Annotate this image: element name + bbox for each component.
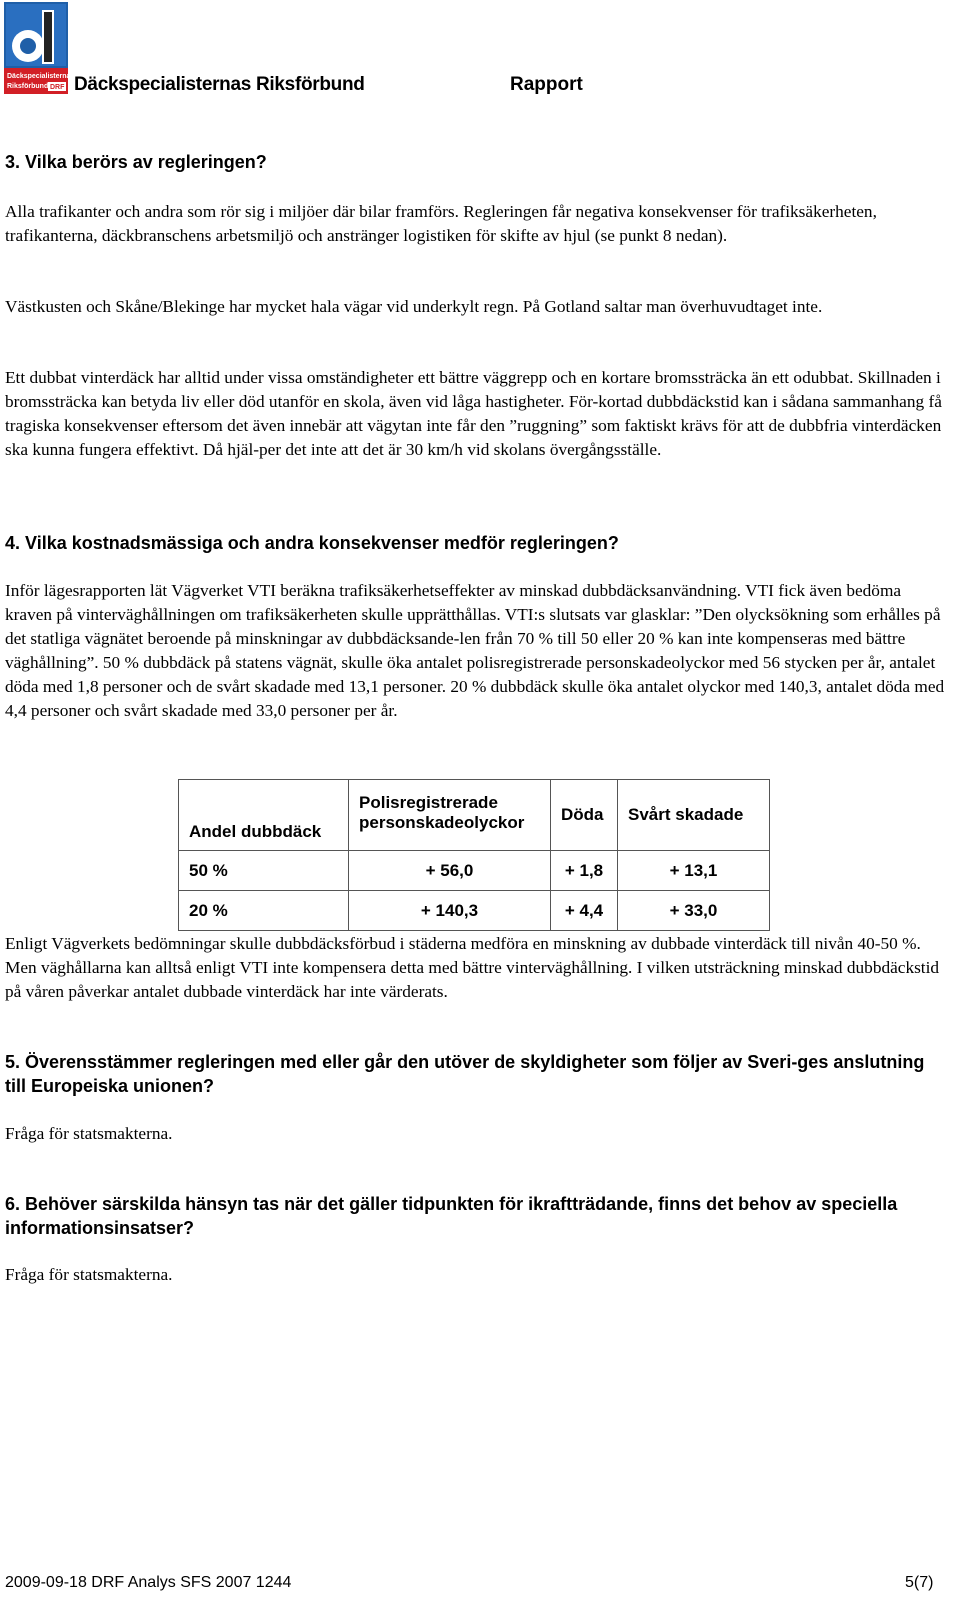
- table-header-cell: Döda: [551, 780, 618, 851]
- logo-text-line2: Riksförbund: [7, 83, 49, 90]
- page-number: 5(7): [905, 1574, 934, 1591]
- table-cell: + 56,0: [349, 851, 551, 891]
- doc-type: Rapport: [510, 74, 583, 95]
- section-3-paragraph-2: Västkusten och Skåne/Blekinge har mycket hala vägar vid underkylt regn. På Gotland saltar man överhuvudtaget inte.: [5, 297, 823, 316]
- table-cell: 50 %: [179, 851, 349, 891]
- table-cell: + 13,1: [618, 851, 770, 891]
- section-5-paragraph: Fråga för statsmakterna.: [5, 1124, 173, 1143]
- table-header-row: [179, 780, 770, 851]
- table-header-cell: Svårt skadade: [618, 780, 770, 851]
- logo-text-line1: Däckspecialisternas: [7, 73, 68, 80]
- drf-logo: [4, 2, 68, 94]
- section-3-paragraph-1: Alla trafikanter och andra som rör sig i miljöer där bilar framförs. Regleringen får negativa konsekvenser för trafiksäkerheten, trafikanterna, däckbranschens arbetsmiljö och anstränger logistiken för skifte av hjul (se punkt 8 nedan).: [5, 202, 877, 245]
- section-3-heading: 3. Vilka berörs av regleringen?: [5, 152, 267, 172]
- section-3-paragraph-3: Ett dubbat vinterdäck har alltid under vissa omständigheter ett bättre väggrepp och en kortare bromssträcka än ett odubbat. Skillnaden i bromssträcka kan betyda liv eller död utanför en skola, även vid låga hastigheter. För-kortad dubbdäckstid kan i sådana sammanhang få tragiska konsekvenser eftersom det även innebär att vägytan inte får den ”ruggning” som faktiskt krävs för att de dubbfria vinterdäcken ska kunna fungera effektivt. Då hjäl-per det inte att det är 30 km/h vid skolans övergångsställe.: [5, 368, 942, 459]
- org-name: Däckspecialisternas Riksförbund: [74, 74, 365, 95]
- section-4-heading: 4. Vilka kostnadsmässiga och andra konsekvenser medför regleringen?: [5, 533, 619, 553]
- consequences-table: [178, 779, 770, 931]
- table-row: [179, 851, 770, 891]
- table-cell: + 33,0: [618, 891, 770, 931]
- section-6-heading: 6. Behöver särskilda hänsyn tas när det gäller tidpunkten för ikraftträdande, finns det behov av speciella informationsinsatser?: [5, 1194, 898, 1238]
- section-4-paragraph-2: Enligt Vägverkets bedömningar skulle dubbdäcksförbud i städerna medföra en minskning av dubbade vinterdäck till nivån 40-50 %. Men väghållarna kan alltså enligt VTI inte kompensera detta med bättre vinterväghållning. I vilken utsträckning minskad dubbdäckstid på våren påverkar antalet dubbade vinterdäck har inte värderats.: [5, 934, 940, 1001]
- table-cell: + 140,3: [349, 891, 551, 931]
- table-header-cell: Polisregistrerade personskadeolyckor: [349, 780, 551, 851]
- table-cell: + 4,4: [551, 891, 618, 931]
- table-cell: 20 %: [179, 891, 349, 931]
- table-row: [179, 891, 770, 931]
- section-6-paragraph: Fråga för statsmakterna.: [5, 1265, 173, 1284]
- logo-badge: DRF: [50, 84, 65, 91]
- table-cell: + 1,8: [551, 851, 618, 891]
- footer-doc-info: 2009-09-18 DRF Analys SFS 2007 1244: [5, 1574, 292, 1591]
- section-5-heading: 5. Överensstämmer regleringen med eller går den utöver de skyldigheter som följer av Sveri-ges anslutning till Europeiska unionen?: [5, 1052, 925, 1096]
- section-4-paragraph-1: Inför lägesrapporten lät Vägverket VTI beräkna trafiksäkerhetseffekter av minskad dubbdäcksanvändning. VTI fick även bedöma kraven på vinterväghållningen om trafiksäkerheten skulle upprätthållas. VTI:s slutsats var glasklar: ”Den olycksökning som erhålles på det statliga vägnätet beroende på minskningar av dubbdäcksande-len från 70 % till 50 eller 20 % kan inte kompenseras med bättre väghållning”. 50 % dubbdäck på statens vägnät, skulle öka antalet polisregistrerade personskadeolyckor med 56 stycken per år, antalet döda med 1,8 personer och de svårt skadade med 13,1 personer. 20 % dubbdäck skulle öka antalet olyckor med 140,3, antalet döda med 4,4 personer och svårt skadade med 33,0 personer per år.: [5, 581, 945, 720]
- table-header-cell: Andel dubbdäck: [179, 780, 349, 851]
